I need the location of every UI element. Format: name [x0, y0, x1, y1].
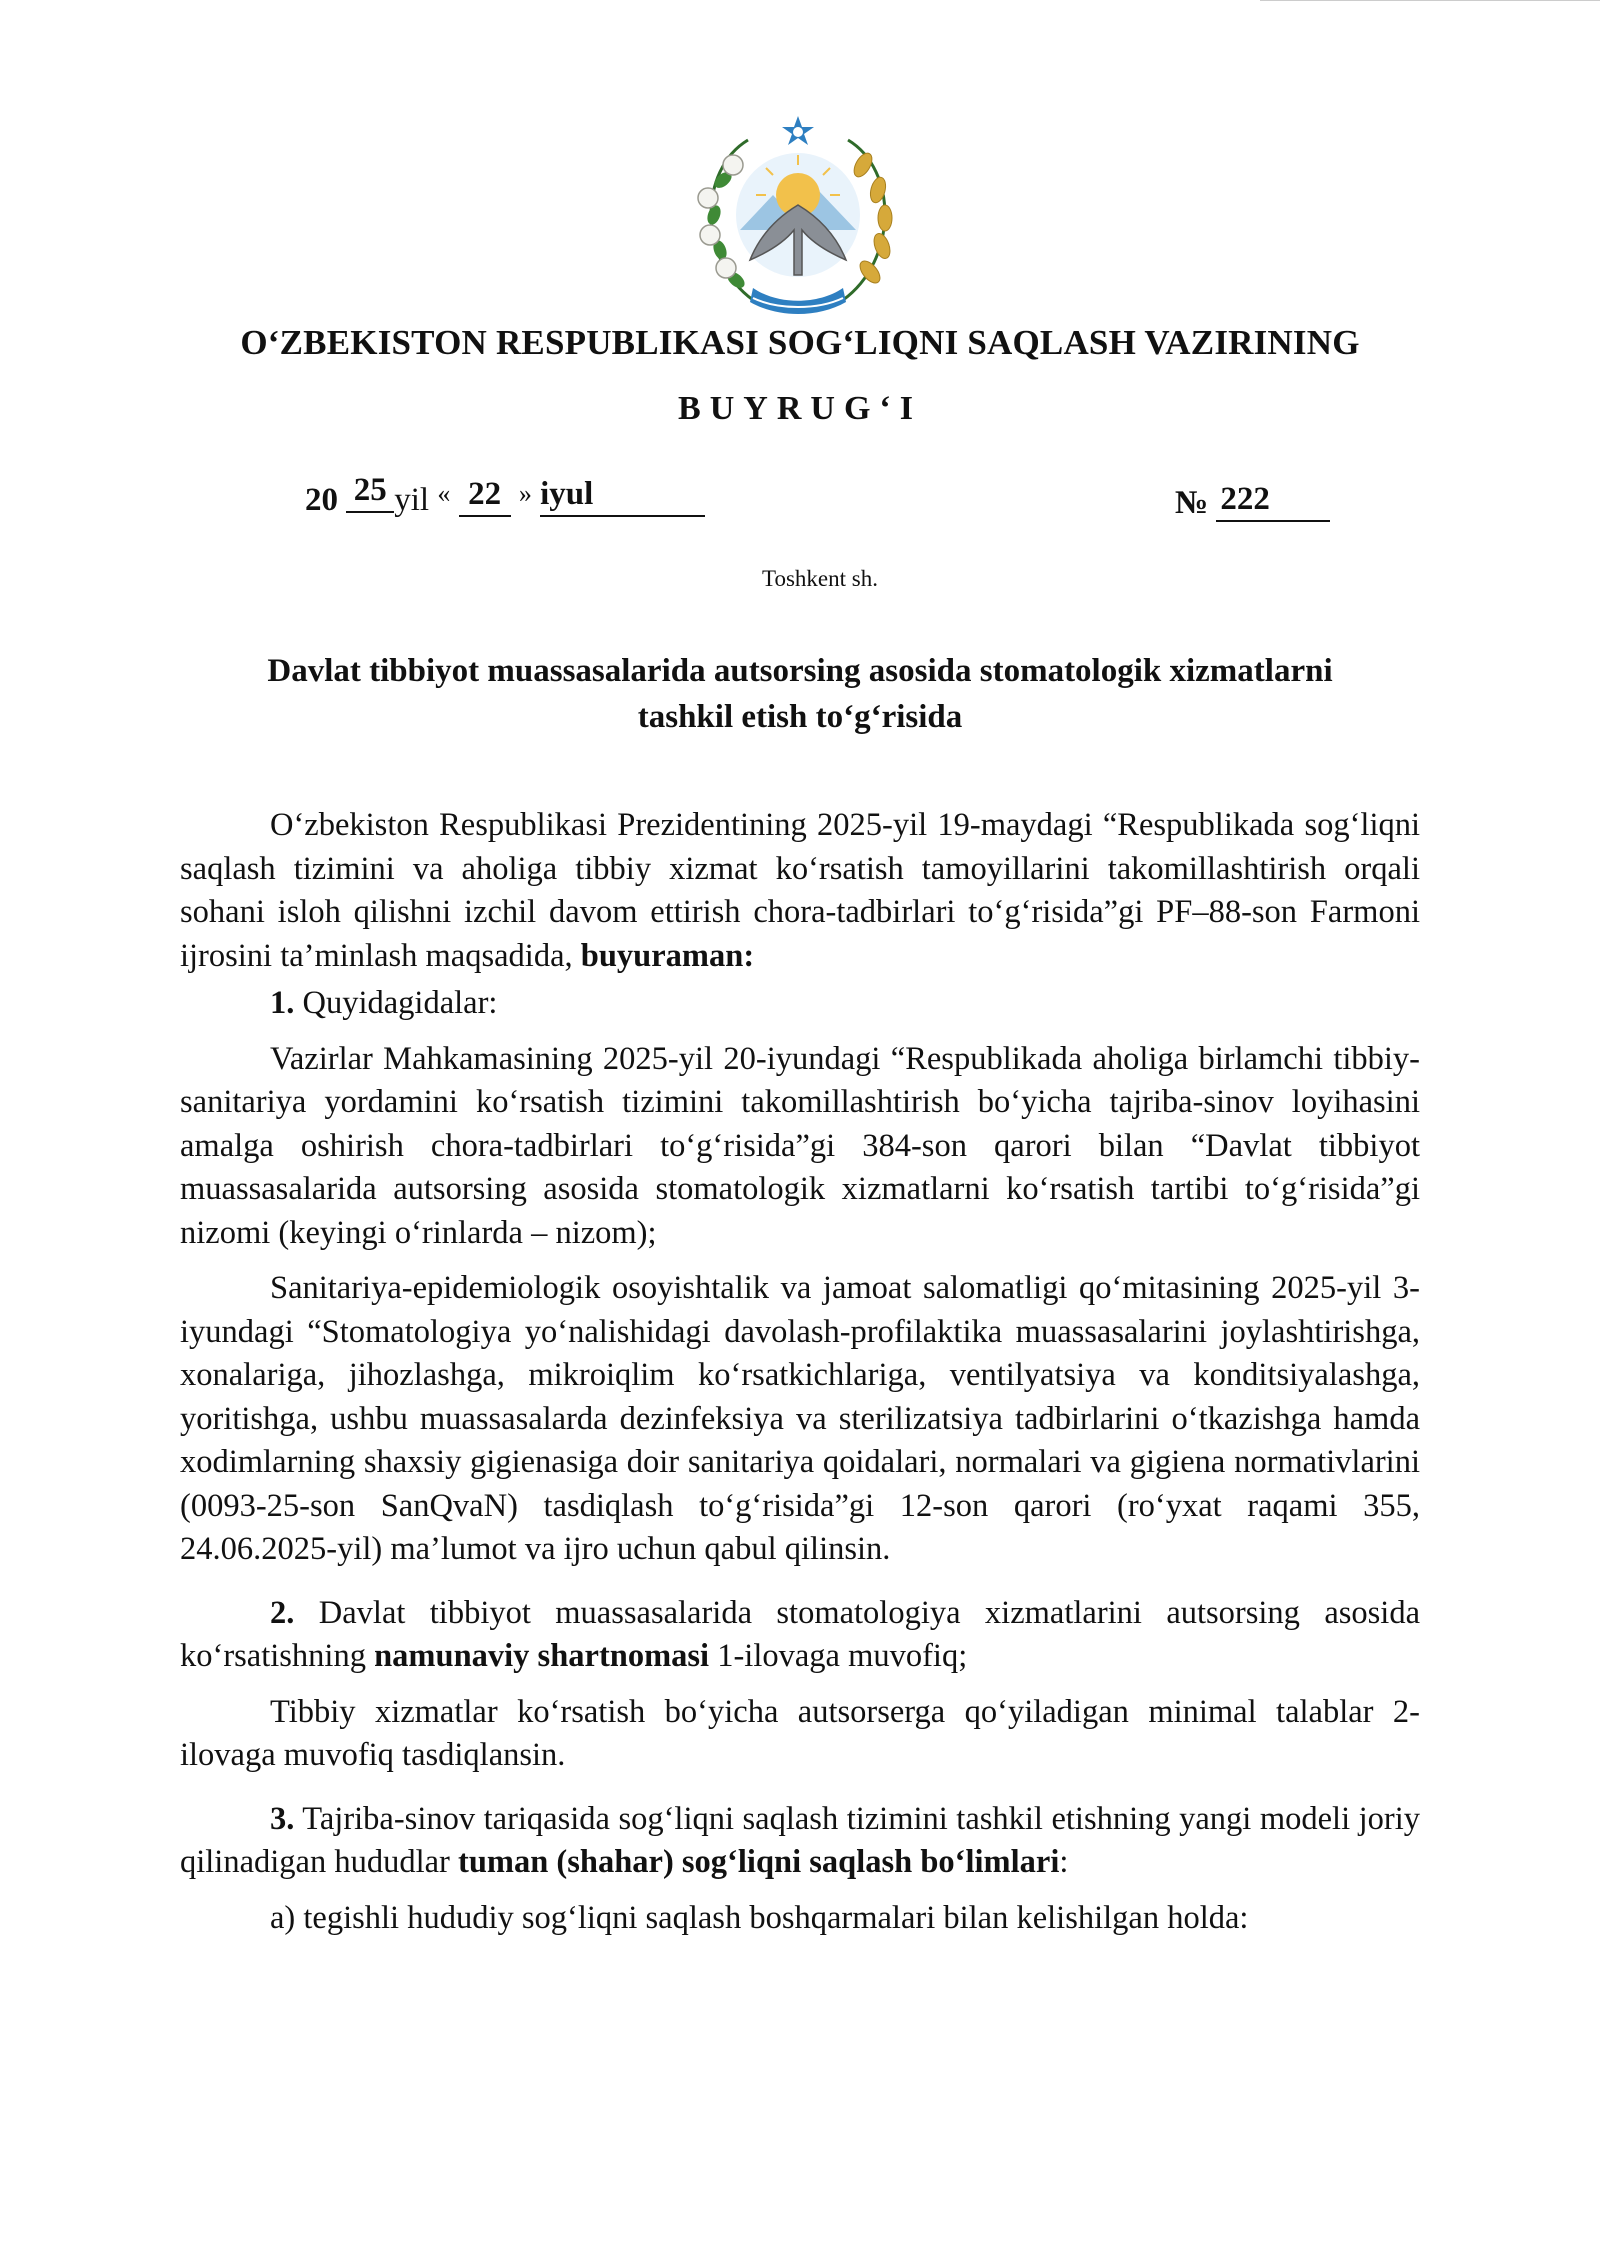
preamble-paragraph	[180, 804, 1420, 978]
quote-close: »	[518, 479, 532, 508]
year-word: yil	[394, 482, 430, 518]
scan-edge-line	[1260, 0, 1600, 1]
date-line	[305, 472, 705, 523]
item-1-text: Quyidagidalar:	[302, 985, 498, 1021]
item-1-number: 1.	[270, 985, 295, 1021]
number-value: 222	[1216, 483, 1330, 522]
year-prefix: 20	[305, 482, 338, 518]
month: iyul	[540, 478, 705, 517]
item-2-paragraph	[180, 1592, 1420, 1679]
document-number	[1175, 481, 1330, 526]
state-emblem-icon	[678, 110, 918, 325]
item-3-colon: :	[1059, 1844, 1069, 1880]
item-1-paragraph	[180, 982, 1420, 1026]
title-line-1: Davlat tibbiyot muassasalarida autsorsing asosida stomatologik xizmatlarni	[267, 653, 1333, 689]
document-title	[180, 648, 1420, 740]
item-3-number: 3.	[270, 1800, 295, 1837]
item-3-text: Tajriba-sinov tariqasida sog‘liqni saqlash tizimini tashkil etishning yangi modeli joriy qilinadigan hududlar	[180, 1800, 1420, 1880]
title-line-2: tashkil etish to‘g‘risida	[637, 699, 963, 735]
item-2-bold: namunaviy shartnomasi	[374, 1638, 710, 1674]
day: 22	[459, 478, 511, 517]
ministry-title: O‘ZBEKISTON RESPUBLIKASI SOG‘LIQNI SAQLASH VAZIRINING	[240, 323, 1360, 362]
number-sign: №	[1175, 485, 1209, 521]
item-2-text-a: Davlat tibbiyot muassasalarida stomatologiya xizmatlarini autsorsing asosida ko‘rsatishning	[180, 1594, 1420, 1674]
preamble-bold: buyuraman:	[580, 937, 755, 974]
item-1-subparagraph-2: Sanitariya-epidemiologik osoyishtalik va jamoat salomatligi qo‘mitasining 2025-yil 3-iyundagi “Stomatologiya yo‘nalishidagi davolash-profilaktika muassasalarini joylashtirishga, xonalariga, jihozlashga, mikroiqlim ko‘rsatkichlariga, ventilyatsiya va konditsiyalashga, yoritishga, ushbu muassasalarda dezinfeksiya va sterilizatsiya tadbirlarini o‘tkazishga hamda xodimlarning shaxsiy gigienasiga doir sanitariya qoidalari, normalari va gigiena normativlarini (0093-25-son SanQvaN) tasdiqlash to‘g‘risida”gi 12-son qarori (ro‘yxat raqami 355, 24.06.2025-yil) ma’lumot va ijro uchun qabul qilinsin.	[180, 1270, 1420, 1567]
quote-open: «	[437, 479, 451, 508]
item-3-paragraph	[180, 1798, 1420, 1885]
item-2-subparagraph: Tibbiy xizmatlar ko‘rsatish bo‘yicha autsorserga qo‘yiladigan minimal talablar 2-ilovaga muvofiq tasdiqlansin.	[180, 1693, 1420, 1773]
item-1-subparagraph-1: Vazirlar Mahkamasining 2025-yil 20-iyundagi “Respublikada aholiga birlamchi tibbiy-sanitariya yordamini ko‘rsatish tizimini takomillashtirish bo‘yicha tajriba-sinov loyihasini amalga oshirish chora-tadbirlari to‘g‘risida”gi 384-son qarori bilan “Davlat tibbiyot muassasalarida autsorsing asosida stomatologik xizmatlarni ko‘rsatish tartibi to‘g‘risida”gi nizomi (keyingi o‘rinlarda – nizom);	[180, 1040, 1420, 1251]
item-3-subitem-a: a) tegishli hududiy sog‘liqni saqlash boshqarmalari bilan kelishilgan holda:	[270, 1899, 1249, 1936]
item-3-bold: tuman (shahar) sog‘liqni saqlash bo‘limlari	[458, 1844, 1060, 1880]
item-2-text-b: 1-ilovaga muvofiq;	[717, 1638, 968, 1674]
year-suffix: 25	[346, 474, 394, 513]
document-body	[180, 804, 1420, 1940]
document-type: BUYRUG‘I	[678, 390, 922, 427]
preamble-text: O‘zbekiston Respublikasi Prezidentining 2025-yil 19-maydagi “Respublikada sog‘liqni saqlash tizimini va aholiga tibbiy xizmat ko‘rsatish tamoyillarini takomillashtirish orqali sohani isloh qilishni izchil davom ettirish chora-tadbirlari to‘g‘risida”gi PF–88-son Farmoni ijrosini ta’minlash maqsadida,	[180, 807, 1420, 974]
item-2-number: 2.	[270, 1594, 295, 1631]
city: Toshkent sh.	[762, 566, 878, 591]
